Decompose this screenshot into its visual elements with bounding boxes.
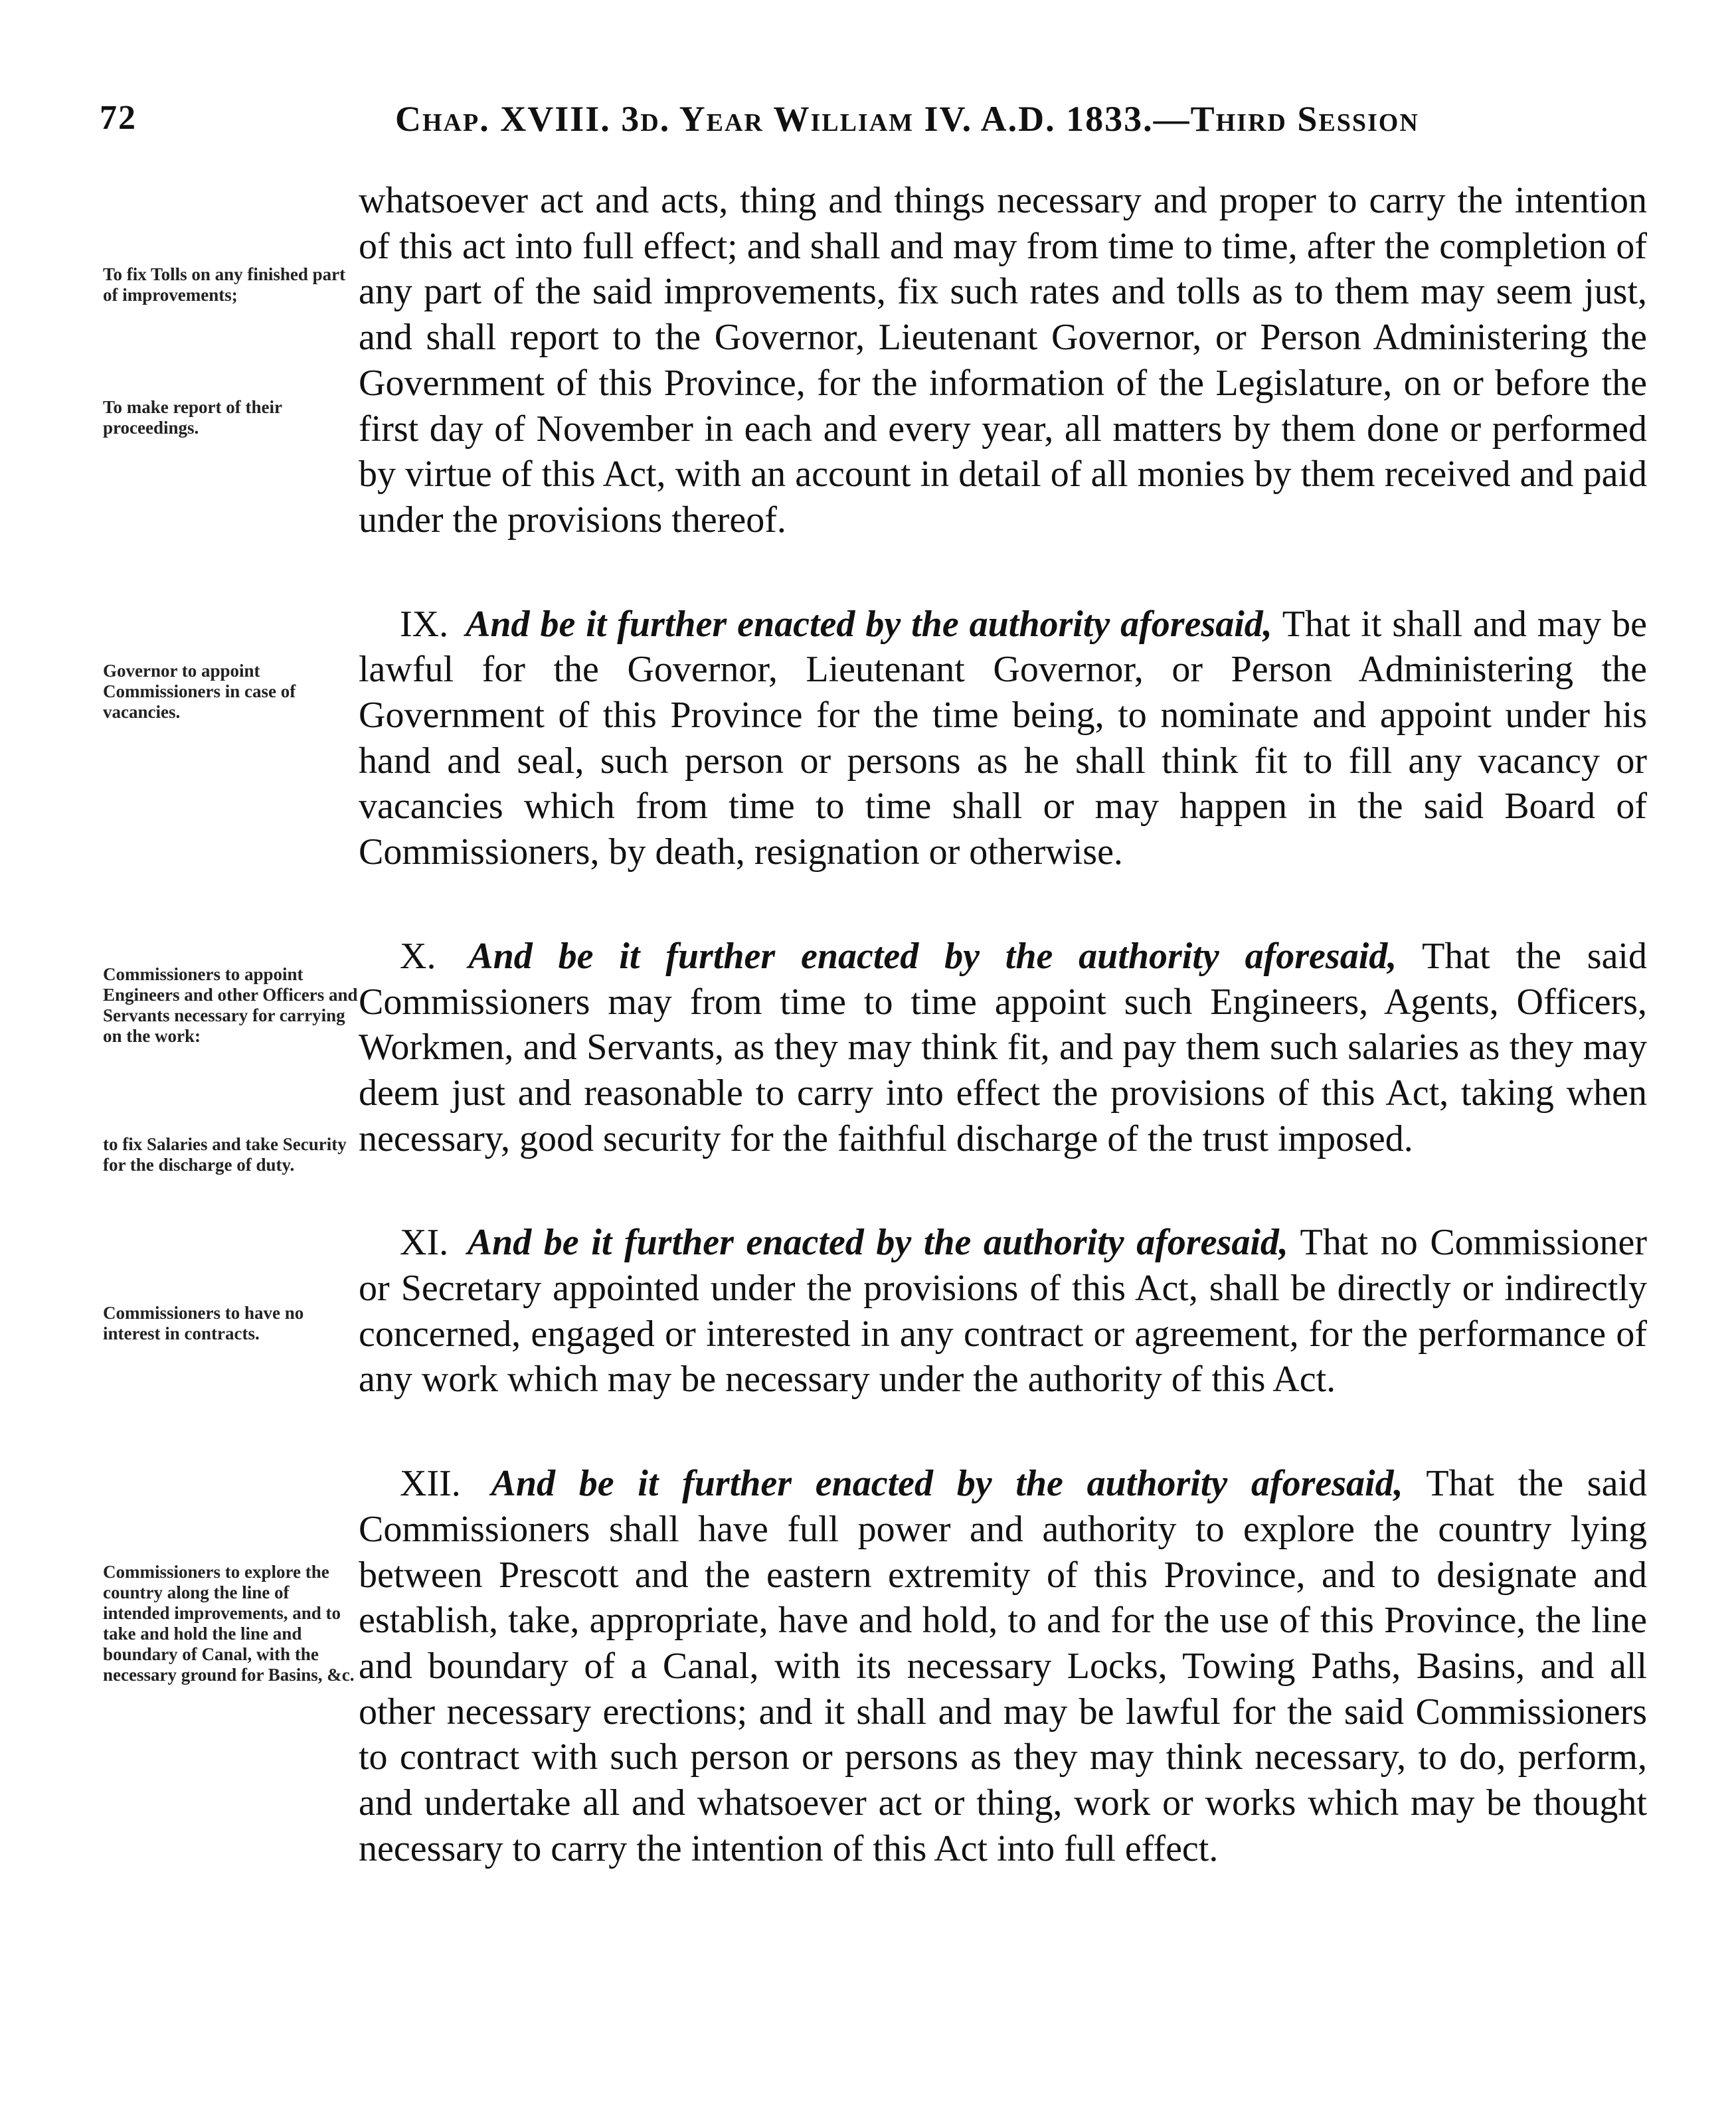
section-text: That no Commissioner or Secretary appointed under the provisions of this Act, shall be directly or indirectly concerned, engaged or interested in any contract or agreement, for the performance of any work which may be necessary under the authority of this Act. (359, 1222, 1647, 1400)
section-number: XII. (400, 1463, 461, 1505)
section-x (359, 934, 1647, 1162)
section-text: That the said Commissioners shall have full power and authority to explore the country lying between Prescott and the eastern extremity of this Province, and to designate and establish, take, appropriate, have and hold, to and for the use of this Province, the line and boundary of a Canal, with its necessary Locks, Towing Paths, Basins, and all other necessary erections; and it shall and may be lawful for the said Commissioners to contract with such person or persons as they may think necessary, to do, perform, and undertake all and whatsoever act or thing, work or works which may be thought necessary to carry the intention of this Act into full effect. (359, 1463, 1648, 1869)
section-ix (359, 602, 1647, 875)
continued-paragraph: whatsoever act and acts, thing and things necessary and proper to carry the intention of this act into full effect; and shall and may from time to time, after the completion of any part of the said improvements, fix such rates and tolls as to them may seem just, and shall report to the Governor, Lieutenant Governor, or Person Administering the Government of this Province, for the information of the Legislature, on or before the first day of November in each and every year, all matters by them done or performed by virtue of this Act, with an account in detail of all monies by them received and paid under the provisions thereof. (359, 180, 1647, 541)
section-text: That it shall and may be lawful for the Governor, Lieutenant Governor, or Person Administering the Government of this Province for the time being, to nominate and appoint under his hand and seal, such person or persons as he shall think fit to fill any vacancy or vacancies which from time to time shall or may happen in the said Board of Commissioners, by death, resignation or otherwise. (359, 603, 1647, 873)
section-number: X. (400, 935, 436, 977)
section-number: XI. (400, 1222, 449, 1264)
page-header-title: Chap. XVIII. 3d. Year William IV. A.D. 1833.—Third Session (395, 99, 1419, 139)
body-text (359, 178, 1647, 1872)
enacting-clause: And be it further enacted by the authority aforesaid, (491, 1463, 1403, 1505)
running-head (100, 98, 1654, 151)
margin-note-no-interest: Commissioners to have no interest in contracts. (103, 1303, 304, 1343)
section-xi (359, 1220, 1647, 1402)
page-number: 72 (100, 99, 137, 137)
enacting-clause: And be it further enacted by the authority aforesaid, (468, 935, 1397, 977)
margin-note-vacancies: Governor to appoint Commissioners in case of vacancies. (103, 661, 296, 722)
enacting-clause: And be it further enacted by the authority aforesaid, (466, 603, 1272, 645)
margin-note-explore: Commissioners to explore the country along the line of intended improvements, and to take and hold the line and boundary of Canal, with the necessary ground for Basins, &c. (103, 1562, 355, 1685)
margin-note-salaries: to fix Salaries and take Security for the discharge of duty. (103, 1134, 347, 1175)
margin-note-report: To make report of their proceedings. (103, 397, 282, 438)
margin-note-tolls: To fix Tolls on any finished part of improvements; (103, 264, 346, 305)
section-xii (359, 1461, 1647, 1871)
section-number: IX. (400, 603, 449, 645)
section-text: That the said Commissioners may from time to time appoint such Engineers, Agents, Officers, Workmen, and Servants, as they may think fit, and pay them such salaries as they may deem just and reasonable to carry into effect the provisions of this Act, taking when necessary, good security for the faithful discharge of the trust imposed. (359, 935, 1647, 1159)
margin-note-engineers: Commissioners to appoint Engineers and other Officers and Servants necessary for carrying on the work: (103, 964, 358, 1046)
enacting-clause: And be it further enacted by the authority aforesaid, (467, 1222, 1288, 1264)
